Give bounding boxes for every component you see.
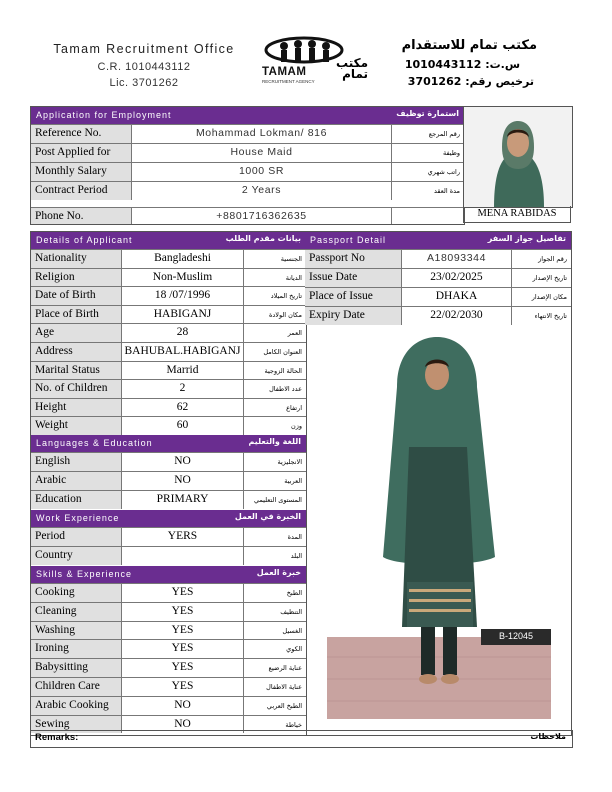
passport-row-label-ar: مكان الإصدار [511, 288, 571, 306]
languages-title-ar: اللغة والتعليم [248, 437, 301, 446]
language-row [31, 490, 306, 509]
skill-row-label-ar: التنظيف [243, 603, 306, 621]
application-row-value: Mohammad Lokman/ 816 [131, 125, 391, 143]
work-row-label: Country [31, 547, 121, 565]
work-title-ar: الخبرة في العمل [234, 512, 301, 521]
applicant-row-label: Age [31, 324, 121, 342]
license-number-ar: ترخيص رقم: 3701262 [407, 75, 534, 88]
application-section [30, 106, 465, 225]
skill-row-label-ar: عناية الاطفال [243, 678, 306, 696]
work-row-value [121, 547, 243, 565]
application-row-label-ar: رقم المرجع [391, 125, 464, 143]
passport-row-value: 23/02/2025 [401, 269, 511, 287]
skill-row-label: Ironing [31, 640, 121, 658]
applicant-row-label-ar: وزن [243, 417, 306, 435]
application-row-value: 2 Years [131, 182, 391, 200]
work-row-label-ar: المدة [243, 528, 306, 546]
skill-row-label: Cleaning [31, 603, 121, 621]
language-row-label-ar: الانجليزية [243, 453, 306, 471]
applicant-header [31, 232, 306, 249]
passport-row-value: A18093344 [401, 250, 511, 268]
application-row [31, 124, 464, 143]
applicant-row [31, 361, 306, 380]
application-row-label: Post Applied for [31, 144, 131, 162]
skill-row [31, 677, 306, 696]
language-row-label-ar: العربية [243, 472, 306, 490]
applicant-row-label-ar: ارتفاع [243, 399, 306, 417]
skill-row-value: NO [121, 697, 243, 715]
skill-row-value: YES [121, 584, 243, 602]
applicant-row-value: Non-Muslim [121, 269, 243, 287]
application-title-ar: استمارة توظيف [396, 109, 459, 118]
skill-row-value: YES [121, 622, 243, 640]
logo-text: TAMAM [262, 66, 307, 78]
applicant-row-label: Religion [31, 269, 121, 287]
work-header [31, 510, 306, 527]
passport-row [305, 249, 571, 268]
applicant-row-label: Date of Birth [31, 287, 121, 305]
passport-row-label: Place of Issue [305, 288, 401, 306]
left-column [30, 231, 307, 736]
skill-row-label-ar: خياطة [243, 716, 306, 734]
work-row-label: Period [31, 528, 121, 546]
skill-row-label-ar: الطبخ العربي [243, 697, 306, 715]
applicant-row-label: Place of Birth [31, 306, 121, 324]
applicant-row-label-ar: الديانة [243, 269, 306, 287]
skill-row [31, 621, 306, 640]
applicant-row [31, 342, 306, 361]
remarks-label-ar: ملاحظات [530, 732, 566, 741]
applicant-row-label-ar: مكان الولادة [243, 306, 306, 324]
applicant-row-label-ar: الحالة الزوجية [243, 362, 306, 380]
languages-title-en: Languages & Education [36, 438, 153, 448]
application-row-label-ar: مدة العقد [391, 182, 464, 200]
applicant-row-label: Address [31, 343, 121, 361]
language-row-label: Education [31, 491, 121, 509]
passport-row-label: Expiry Date [305, 307, 401, 325]
skill-row [31, 583, 306, 602]
logo-subtext: RECRUITMENT AGENCY [262, 79, 315, 84]
skill-row-value: NO [121, 716, 243, 734]
applicant-row-value: 2 [121, 380, 243, 398]
passport-title-en: Passport Detail [310, 235, 387, 245]
applicant-row-value: 60 [121, 417, 243, 435]
application-title-en: Application for Employment [36, 110, 172, 120]
applicant-row-label-ar: العنوان الكامل [243, 343, 306, 361]
full-body-photo-icon [327, 327, 551, 719]
application-row-value: 1000 SR [131, 163, 391, 181]
skill-row-label: Cooking [31, 584, 121, 602]
applicant-row-label: No. of Children [31, 380, 121, 398]
application-row-value: House Maid [131, 144, 391, 162]
passport-row-value: DHAKA [401, 288, 511, 306]
work-row [31, 527, 306, 546]
phone-value: +8801716362635 [131, 208, 391, 224]
skill-row-label-ar: الطبخ [243, 584, 306, 602]
applicant-row [31, 268, 306, 287]
applicant-row-value: 28 [121, 324, 243, 342]
application-row [31, 143, 464, 162]
skills-header [31, 566, 306, 583]
applicant-title-ar: بيانات مقدم الطلب [225, 234, 301, 243]
work-title-en: Work Experience [36, 513, 120, 523]
applicant-row-value: HABIGANJ [121, 306, 243, 324]
skill-row-label-ar: الكوي [243, 640, 306, 658]
applicant-row [31, 398, 306, 417]
applicant-name: MENA RABIDAS [463, 206, 571, 223]
applicant-title-en: Details of Applicant [36, 235, 133, 245]
work-row-label-ar: البلد [243, 547, 306, 565]
applicant-row [31, 416, 306, 435]
skill-row [31, 658, 306, 677]
right-column [305, 231, 572, 736]
skill-row-label: Sewing [31, 716, 121, 734]
passport-row-label: Issue Date [305, 269, 401, 287]
language-row-value: NO [121, 453, 243, 471]
applicant-row-value: 18 /07/1996 [121, 287, 243, 305]
application-row [31, 162, 464, 181]
application-row-label-ar: راتب شهري [391, 163, 464, 181]
skills-title-en: Skills & Experience [36, 569, 133, 579]
phone-label: Phone No. [31, 208, 131, 224]
passport-row-label-ar: رقم الجواز [511, 250, 571, 268]
applicant-row-label: Nationality [31, 250, 121, 268]
application-row-label: Contract Period [31, 182, 131, 200]
applicant-row-value: Marrid [121, 362, 243, 380]
application-row [31, 181, 464, 200]
office-name-en: Tamam Recruitment Office [53, 42, 235, 56]
application-row-label: Monthly Salary [31, 163, 131, 181]
application-row-label: Reference No. [31, 125, 131, 143]
skill-row [31, 639, 306, 658]
skill-row-label: Washing [31, 622, 121, 640]
skill-row [31, 602, 306, 621]
skill-row-label-ar: الغسيل [243, 622, 306, 640]
skill-row-label: Children Care [31, 678, 121, 696]
applicant-row-label-ar: تاريخ الميلاد [243, 287, 306, 305]
portrait-photo-icon [464, 107, 572, 207]
passport-row-label-ar: تاريخ الإصدار [511, 269, 571, 287]
language-row [31, 452, 306, 471]
cr-number-ar: س.ت: 1010443112 [404, 58, 520, 71]
applicant-row-label-ar: الجنسية [243, 250, 306, 268]
applicant-row [31, 323, 306, 342]
applicant-row-label-ar: عدد الاطفال [243, 380, 306, 398]
passport-row [305, 306, 571, 325]
remarks-label-en: Remarks: [35, 732, 79, 743]
applicant-portrait [463, 106, 573, 208]
language-row [31, 471, 306, 490]
skill-row-value: YES [121, 640, 243, 658]
work-row-value: YERS [121, 528, 243, 546]
applicant-row [31, 305, 306, 324]
language-row-value: NO [121, 472, 243, 490]
skill-row-value: YES [121, 659, 243, 677]
applicant-row-value: Bangladeshi [121, 250, 243, 268]
remarks-row [30, 730, 573, 748]
passport-row-label-ar: تاريخ الانتهاء [511, 307, 571, 325]
passport-row-label: Passport No [305, 250, 401, 268]
language-row-label-ar: المستوى التعليمي [243, 491, 306, 509]
skill-row-label: Arabic Cooking [31, 697, 121, 715]
license-number-en: Lic. 3701262 [109, 77, 179, 89]
applicant-row-label: Marital Status [31, 362, 121, 380]
photo-tag: B-12045 [499, 631, 534, 641]
skill-row [31, 696, 306, 715]
full-body-photo [327, 327, 551, 719]
applicant-row [31, 286, 306, 305]
language-row-label: English [31, 453, 121, 471]
languages-header [31, 435, 306, 452]
applicant-row [31, 379, 306, 398]
passport-header [305, 232, 571, 249]
skill-row-label-ar: عناية الرضيع [243, 659, 306, 677]
work-row [31, 546, 306, 565]
applicant-row-label-ar: العمر [243, 324, 306, 342]
passport-row-value: 22/02/2030 [401, 307, 511, 325]
skills-title-ar: خبرة العمل [256, 568, 301, 577]
skill-row-value: YES [121, 678, 243, 696]
skill-row-value: YES [121, 603, 243, 621]
language-row-value: PRIMARY [121, 491, 243, 509]
passport-row [305, 287, 571, 306]
applicant-row-value: BAHUBAL.HABIGANJ [121, 343, 243, 361]
cr-number-en: C.R. 1010443112 [97, 61, 191, 73]
applicant-row-label: Weight [31, 417, 121, 435]
applicant-row-value: 62 [121, 399, 243, 417]
logo-text-ar: مكتب تمام [335, 56, 368, 81]
applicant-row-label: Height [31, 399, 121, 417]
office-name-ar: مكتب تمام للاستقدام [401, 38, 537, 53]
application-header [31, 107, 464, 124]
skill-row-label: Babysitting [31, 659, 121, 677]
passport-row [305, 268, 571, 287]
applicant-row [31, 249, 306, 268]
passport-title-ar: تفاصيل جواز السفر [487, 234, 566, 243]
phone-row [31, 207, 464, 224]
application-row-label-ar: وظيفة [391, 144, 464, 162]
language-row-label: Arabic [31, 472, 121, 490]
